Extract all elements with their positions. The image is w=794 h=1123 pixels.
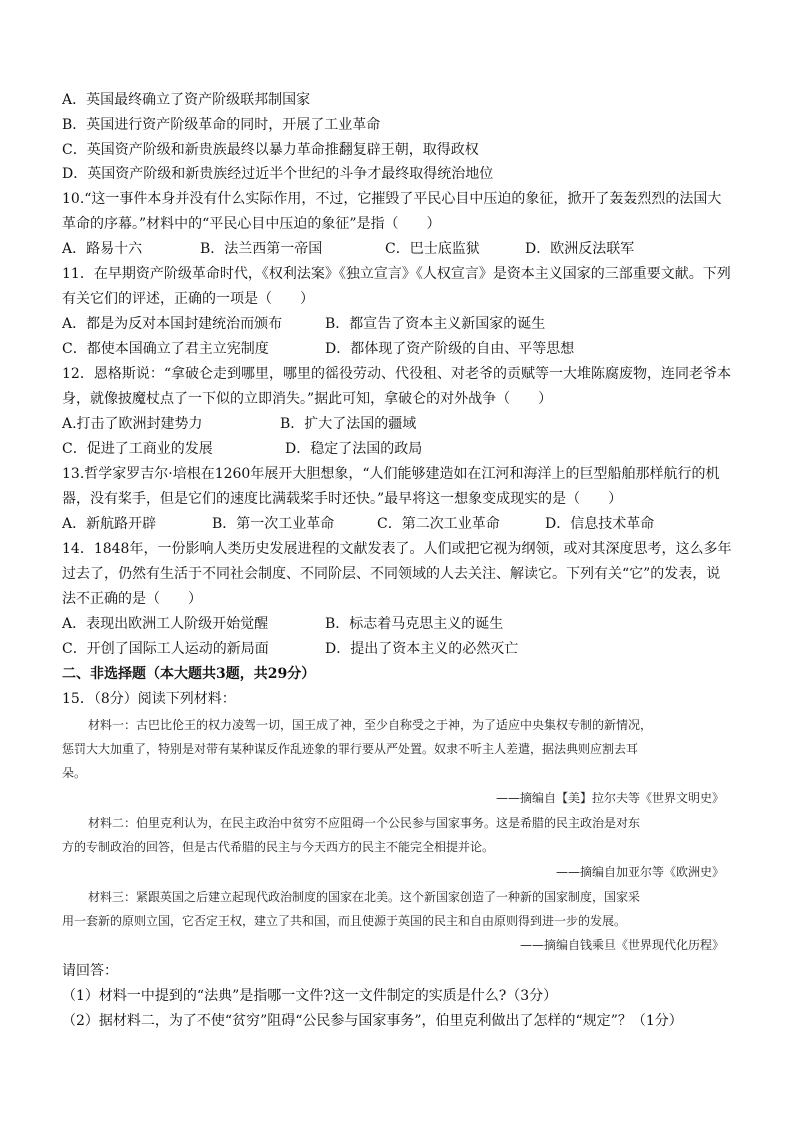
q12-option-d: D．稳定了法国的政局 bbox=[285, 441, 423, 457]
material-1-line1: 材料一：古巴比伦王的权力凌驾一切，国王成了神，至少自称受之于神，为了适应中央集权专制的新情况， bbox=[88, 718, 653, 732]
q13-option-a: A．新航路开辟 bbox=[62, 516, 157, 532]
q15-sub-1: （1）材料一中提到的“法典”是指哪一文件?这一文件制定的实质是什么?（3分） bbox=[62, 988, 558, 1004]
q10-option-d: D．欧洲反法联军 bbox=[525, 241, 635, 257]
q11-option-c: C．都使本国确立了君主立宪制度 bbox=[62, 341, 269, 357]
q12-option-b: B．扩大了法国的疆域 bbox=[280, 416, 417, 432]
q14-stem-line1: 14．1848年，一份影响人类历史发展进程的文献发表了。人们或把它视为纲领，或对其深度思考，这么多年 bbox=[62, 541, 732, 557]
material-3-source: ——摘编自钱乘旦《世界现代化历程》 bbox=[519, 938, 724, 952]
q15-intro: 15．（8分）阅读下列材料： bbox=[62, 691, 236, 707]
q10-option-b: B．法兰西第一帝国 bbox=[200, 241, 323, 257]
q11-stem-line1: 11．在早期资产阶级革命时代，《权利法案》《独立宣言》《人权宣言》是资本主义国家的三部重要文献。下列 bbox=[62, 266, 731, 282]
q13-option-b: B．第一次工业革命 bbox=[212, 516, 335, 532]
q10-stem-line1: 10.“这一事件本身并没有什么实际作用，不过，它摧毁了平民心目中压迫的象征，掀开了轰轰烈烈的法国大 bbox=[62, 191, 722, 207]
q14-option-a: A．表现出欧洲工人阶级开始觉醒 bbox=[62, 616, 269, 632]
q11-stem-line2: 有关它们的评述，正确的一项是（ ） bbox=[62, 291, 314, 307]
material-1-line3: 朵。 bbox=[62, 766, 87, 780]
q9-option-c: C．英国资产阶级和新贵族最终以暴力革命推翻复辟王朝，取得政权 bbox=[62, 142, 479, 158]
material-3-line2: 用一套新的原则立国，它否定王权，建立了共和国，而且使源于英国的民主和自由原则得到进一步的发展。 bbox=[62, 914, 627, 928]
q14-stem-line3: 法不正确的是（ ） bbox=[62, 591, 202, 607]
material-2-line2: 方的专制政治的回答，但是古代希腊的民主与今天西方的民主不能完全相提并论。 bbox=[62, 840, 495, 854]
material-3-line1: 材料三：紧跟英国之后建立起现代政治制度的国家在北美。这个新国家创造了一种新的国家制度，国家采 bbox=[88, 890, 641, 904]
q15-ask: 请回答： bbox=[62, 963, 118, 979]
q10-option-c: C．巴士底监狱 bbox=[385, 241, 480, 257]
q15-sub-2: （2）据材料二，为了不使“贫穷”阻碍“公民参与国家事务”，伯里克利做出了怎样的“规定”？（1分） bbox=[62, 1013, 683, 1029]
q11-option-b: B．都宣告了资本主义新国家的诞生 bbox=[325, 316, 546, 332]
q13-option-d: D．信息技术革命 bbox=[545, 516, 655, 532]
q13-stem-line2: 器，没有桨手，但是它们的速度比满载桨手时还快。”最早将这一想象变成现实的是（ ） bbox=[62, 491, 623, 507]
q12-stem-line1: 12．恩格斯说：“拿破仑走到哪里，哪里的徭役劳动、代役租、对老爷的贡赋等一大堆陈腐废物，连同老爷本 bbox=[62, 366, 731, 382]
q13-stem-line1: 13.哲学家罗吉尔·培根在1260年展开大胆想象，“人们能够建造如在江河和海洋上的巨型船舶那样航行的机 bbox=[62, 466, 720, 482]
q9-option-d: D．英国资产阶级和新贵族经过近半个世纪的斗争才最终取得统治地位 bbox=[62, 166, 494, 182]
q10-stem-line2: 革命的序幕。”材料中的“平民心目中压迫的象征”是指（ ） bbox=[62, 216, 441, 232]
q11-option-a: A．都是为反对本国封建统治而颁布 bbox=[62, 316, 283, 332]
section-2-title: 二、非选择题（本大题共3题，共29分） bbox=[62, 666, 316, 682]
q14-option-c: C．开创了国际工人运动的新局面 bbox=[62, 641, 269, 657]
material-1-line2: 惩罚大大加重了，特别是对带有某种谋反作乱迹象的罪行要从严处置。奴隶不听主人差遣，据法典则应割去耳 bbox=[62, 742, 639, 756]
q9-option-a: A．英国最终确立了资产阶级联邦制国家 bbox=[62, 92, 311, 108]
q14-stem-line2: 过去了，仍然有生活于不同社会制度、不同阶层、不同领域的人去关注、解读它。下列有关“它”的发表，说 bbox=[62, 566, 721, 582]
q12-stem-line2: 身，就像披魔杖点了一下似的立即消失。”据此可知，拿破仑的对外战争（ ） bbox=[62, 391, 553, 407]
material-2-line1: 材料二：伯里克利认为，在民主政治中贫穷不应阻碍一个公民参与国家事务。这是希腊的民主政治是对东 bbox=[88, 816, 641, 830]
q13-option-c: C．第二次工业革命 bbox=[377, 516, 500, 532]
q14-option-b: B．标志着马克思主义的诞生 bbox=[325, 616, 504, 632]
q11-option-d: D．都体现了资产阶级的自由、平等思想 bbox=[325, 341, 575, 357]
q14-option-d: D．提出了资本主义的必然灭亡 bbox=[325, 641, 519, 657]
q9-option-b: B．英国进行资产阶级革命的同时，开展了工业革命 bbox=[62, 117, 381, 133]
q12-option-c: C．促进了工商业的发展 bbox=[62, 441, 213, 457]
material-1-source: ——摘编自【美】拉尔夫等《世界文明史》 bbox=[495, 791, 724, 805]
q12-option-a: A.打击了欧洲封建势力 bbox=[62, 416, 203, 432]
q10-option-a: A．路易十六 bbox=[62, 241, 143, 257]
material-2-source: ——摘编自加亚尔等《欧洲史》 bbox=[555, 865, 724, 879]
